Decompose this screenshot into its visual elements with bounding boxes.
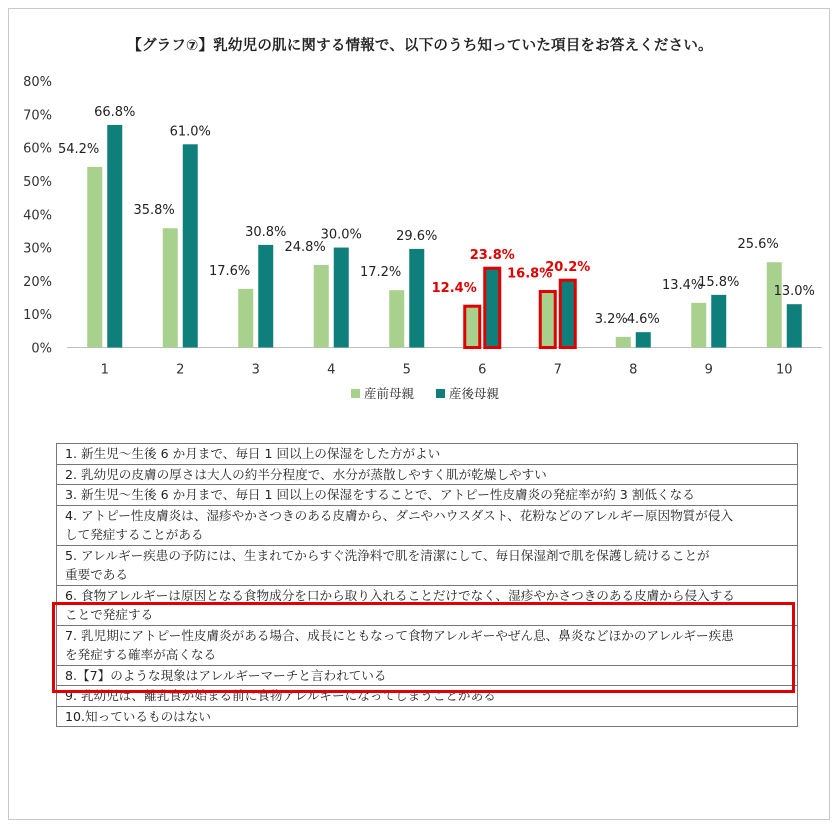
bar-prenatal-7	[540, 292, 555, 348]
data-label-postnatal-3: 30.8%	[245, 224, 287, 240]
list-item-text: ことで発症する	[65, 607, 154, 622]
list-item	[56, 546, 798, 586]
y-tick-label: 60%	[23, 141, 52, 157]
data-label-postnatal-9: 15.8%	[698, 274, 740, 290]
y-tick-label: 70%	[23, 108, 52, 124]
list-item-text: 5. アレルギー疾患の予防には、生まれてからすぐ洗浄料で肌を清潔にして、毎日保湿剤で肌を保護し続けることが	[65, 547, 710, 563]
data-label-postnatal-2: 61.0%	[169, 124, 211, 140]
x-tick-label-10: 10	[775, 362, 793, 378]
list-item	[56, 626, 798, 666]
legend-swatch-postnatal	[436, 389, 445, 398]
list-item	[56, 465, 798, 486]
list-item-text: を発症する確率が高くなる	[65, 647, 217, 662]
x-tick-label-3: 3	[251, 362, 260, 378]
bar-prenatal-5	[389, 290, 404, 347]
bar-postnatal-4	[334, 248, 349, 348]
x-tick-label-8: 8	[629, 362, 638, 378]
data-label-prenatal-4: 24.8%	[284, 239, 326, 255]
data-label-postnatal-7: 20.2%	[545, 260, 591, 276]
legend-swatch-prenatal	[351, 389, 360, 398]
bar-postnatal-3	[258, 245, 273, 348]
x-tick-label-7: 7	[553, 362, 562, 378]
list-item	[56, 506, 798, 546]
data-label-prenatal-3: 17.6%	[208, 263, 251, 279]
y-tick-label: 0%	[31, 341, 52, 357]
data-label-prenatal-1: 54.2%	[57, 141, 100, 157]
list-item	[56, 485, 798, 506]
x-tick-label-1: 1	[100, 362, 109, 378]
data-label-postnatal-10: 13.0%	[773, 284, 815, 300]
y-tick-label: 40%	[23, 208, 52, 224]
bar-prenatal-10	[767, 262, 782, 347]
list-item	[56, 666, 798, 687]
bar-prenatal-8	[616, 337, 631, 348]
list-item-text: 重要である	[65, 567, 128, 582]
x-tick-label-9: 9	[704, 362, 713, 378]
list-item	[56, 707, 798, 728]
legend-label-prenatal: 産前母親	[364, 386, 415, 401]
bar-chart	[0, 60, 840, 420]
bar-prenatal-1	[87, 167, 102, 348]
list-item-text: 2. 乳幼児の皮膚の厚さは大人の約半分程度で、水分が蒸散しやすく肌が乾燥しやすい	[65, 466, 547, 482]
bar-postnatal-6	[485, 268, 500, 347]
bar-prenatal-9	[691, 303, 706, 348]
bar-postnatal-9	[711, 295, 726, 348]
x-tick-label-4: 4	[327, 362, 336, 378]
bar-postnatal-8	[636, 332, 651, 347]
list-item-text: 1. 新生児〜生後 6 か月まで、毎日 1 回以上の保湿をした方がよい	[65, 446, 441, 461]
list-item-text: 4. アトピー性皮膚炎は、湿疹やかさつきのある皮膚から、ダニやハウスダスト、花粉などのアレルギー原因物質が侵入	[65, 507, 734, 523]
data-label-postnatal-4: 30.0%	[320, 227, 362, 243]
data-label-prenatal-10: 25.6%	[737, 237, 779, 253]
list-item	[56, 443, 798, 465]
bar-prenatal-6	[465, 306, 480, 347]
list-item	[56, 586, 798, 626]
x-tick-label-5: 5	[402, 362, 411, 378]
bar-postnatal-10	[787, 304, 802, 347]
y-tick-label: 50%	[23, 174, 52, 190]
list-item-text: 9. 乳幼児は、離乳食が始まる前に食物アレルギーになってしまうことがある	[65, 688, 496, 703]
y-tick-label: 20%	[23, 274, 52, 290]
bar-postnatal-7	[560, 280, 575, 347]
data-label-prenatal-5: 17.2%	[359, 265, 402, 281]
list-item-text: 10.知っているものはない	[65, 708, 211, 724]
data-label-prenatal-8: 3.2%	[594, 311, 628, 327]
data-label-prenatal-2: 35.8%	[133, 203, 175, 219]
bar-postnatal-5	[409, 249, 424, 348]
data-label-postnatal-6: 23.8%	[469, 248, 515, 264]
data-label-postnatal-8: 4.6%	[626, 312, 660, 328]
data-label-postnatal-1: 66.8%	[94, 104, 136, 120]
list-item-text: して発症することがある	[65, 527, 204, 542]
item-list	[56, 443, 798, 727]
legend-label-postnatal: 産後母親	[449, 386, 500, 401]
y-tick-label: 10%	[23, 308, 52, 324]
x-tick-label-2: 2	[176, 362, 185, 378]
list-item-text: 8.【7】のような現象はアレルギーマーチと言われている	[65, 667, 387, 683]
x-tick-label-6: 6	[478, 362, 487, 378]
data-label-postnatal-5: 29.6%	[396, 228, 438, 244]
list-item-text: 3. 新生児〜生後 6 か月まで、毎日 1 回以上の保湿をすることで、アトピー性皮膚炎の発症率が約 3 割低くなる	[65, 487, 695, 502]
list-item	[56, 686, 798, 707]
y-tick-label: 30%	[23, 241, 52, 257]
data-label-prenatal-7: 16.8%	[507, 266, 553, 282]
bar-postnatal-1	[107, 125, 122, 348]
bar-prenatal-4	[314, 265, 329, 348]
list-item-text: 6. 食物アレルギーは原因となる食物成分を口から取り入れることだけでなく、湿疹やかさつきのある皮膚から侵入する	[65, 587, 735, 603]
chart-title: 【グラフ⑦】乳幼児の肌に関する情報で、以下のうち知っていた項目をお答えください。	[127, 38, 713, 54]
bar-prenatal-2	[163, 228, 178, 347]
bar-postnatal-2	[183, 144, 198, 347]
data-label-prenatal-6: 12.4%	[431, 281, 477, 297]
bar-prenatal-3	[238, 289, 253, 348]
data-label-prenatal-9: 13.4%	[661, 277, 704, 293]
list-item-text: 7. 乳児期にアトピー性皮膚炎がある場合、成長にともなって食物アレルギーやぜん息、鼻炎などほかのアレルギー疾患	[65, 627, 734, 643]
y-tick-label: 80%	[23, 75, 52, 90]
